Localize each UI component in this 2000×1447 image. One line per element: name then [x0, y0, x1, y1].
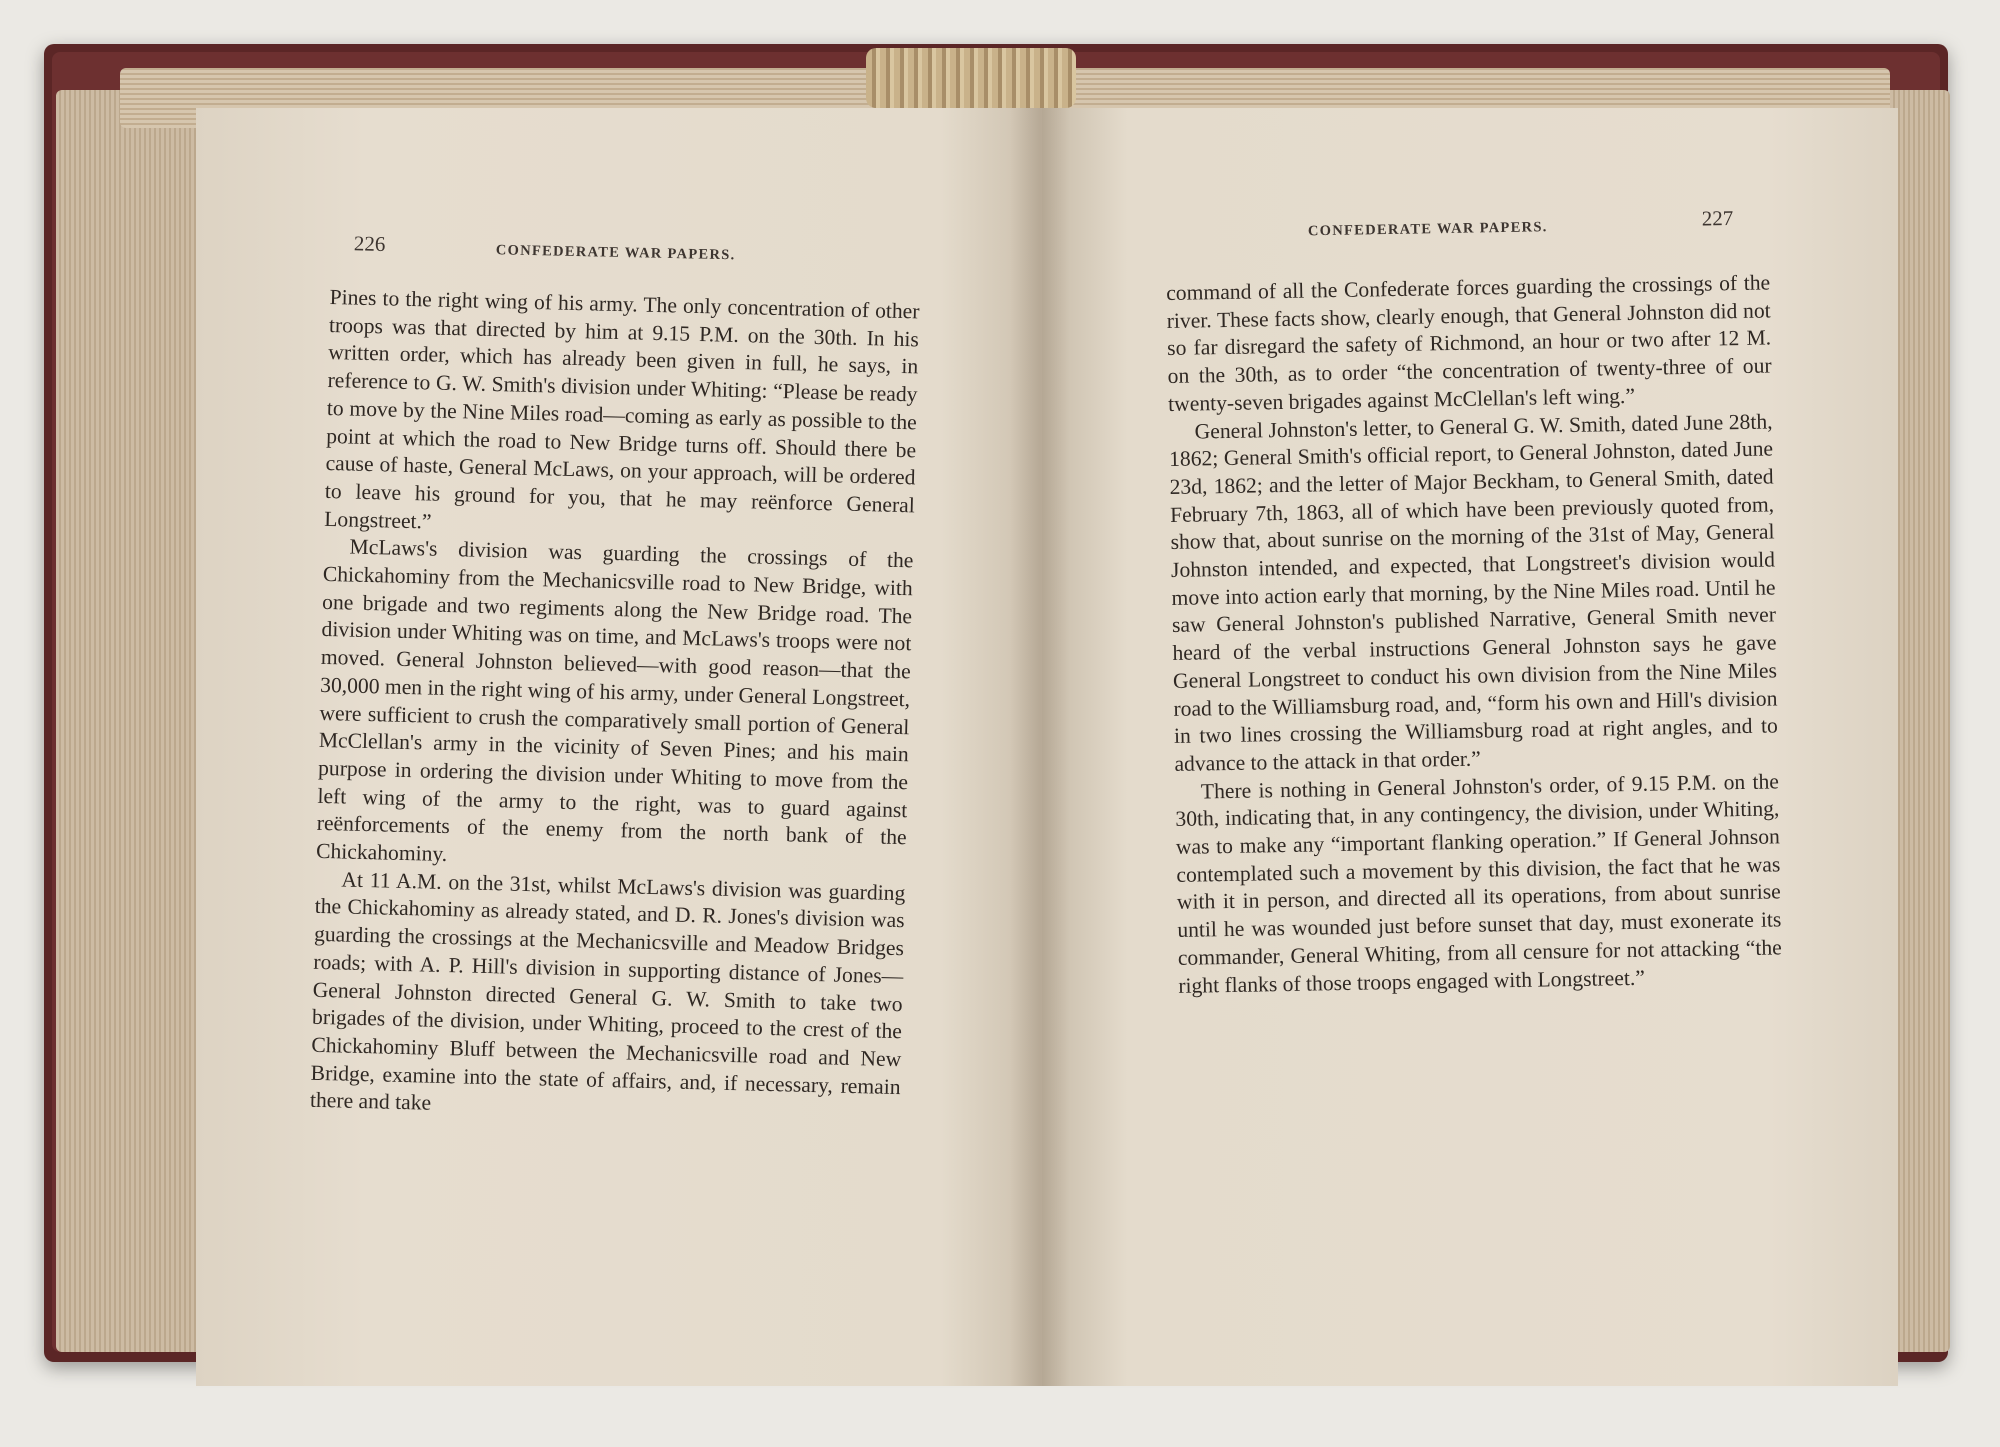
gutter-shadow: [1010, 108, 1070, 1386]
left-page-header: [195, 231, 1041, 286]
paragraph: Pines to the right wing of his army. The only concentration of other troops was that directed by him at 9.15 P.M. on the 30th. In his written order, which has already been given in full, he says, in reference to G. W. Smith's division under Whiting: “Please be ready to move by the Nine Miles road—coming as early as possible to the point at which the road to New Bridge turns off. Should there be cause of haste, General McLaws, on your approach, will be ordered to leave his ground for you, that he may reënforce General Longstreet.”: [323, 284, 920, 534]
left-page-body: [310, 284, 920, 1129]
right-page-header: [1042, 205, 1898, 268]
right-page-body: [1166, 269, 1782, 1000]
spine-binding: [866, 48, 1076, 108]
paragraph: There is nothing in General Johnston's order, of 9.15 P.M. on the 30th, indicating that, in any contingency, the division, under Whiting, was to make any “important flanking operation.” If General Johnson contemplated such a movement by this division, the fact that he was with it in person, and directed all its operations, from about sunrise until he was wounded just before sunset that day, must exonerate its commander, General Whiting, from all censure for not attacking “the right flanks of those troops engaged with Longstreet.”: [1175, 769, 1782, 998]
page-number: 226: [353, 231, 386, 256]
running-head: CONFEDERATE WAR PAPERS.: [495, 242, 736, 264]
paragraph: At 11 A.M. on the 31st, whilst McLaws's division was guarding the Chickahominy as already stated, and D. R. Jones's division was guarding the crossings at the Mechanicsville and Meadow Bridges roads; with A. P. Hill's division in supporting distance of Jones—General Johnston directed General G. W. Smith to take two brigades of the division, under Whiting, proceed to the crest of the Chickahominy Bluff between the Mechanicsville road and New Bridge, examine into the state of affairs, and, if necessary, remain there and take: [309, 867, 906, 1116]
paragraph: McLaws's division was guarding the crossings of the Chickahominy from the Mechanicsville road to New Bridge, with one brigade and two regiments along the New Bridge road. The division under Whiting was on time, and McLaws's troops were not moved. General Johnston believed—with good reason—that the 30,000 men in the right wing of his army, under General Longstreet, were sufficient to crush the comparatively small portion of General McClellan's army in the vicinity of Seven Pines; and his main purpose in ordering the division under Whiting to move from the left wing of the army to the right, was to guard against reënforcements of the enemy from the north bank of the Chickahominy.: [315, 534, 914, 867]
left-page: [196, 108, 1042, 1386]
right-page: [1042, 108, 1898, 1386]
paragraph: General Johnston's letter, to General G. W. Smith, dated June 28th, 1862; General Smith's official report, to General Johnston, dated June 23d, 1862; and the letter of Major Beckham, to General Smith, dated February 7th, 1863, all of which have been previously quoted from, show that, about sunrise on the morning of the 31st of May, General Johnston intended, and expected, that Longstreet's division would move into action early that morning, by the Nine Miles road. Until he saw General Johnston's published Narrative, General Smith never heard of the verbal instructions General Johnston says he gave General Longstreet to conduct his own division from the Nine Miles road to the Williamsburg road, and, “form his own and Hill's division in two lines crossing the Williamsburg road at right angles, and to advance to the attack in that order.”: [1168, 408, 1779, 776]
page-number: 227: [1701, 205, 1734, 231]
running-head: CONFEDERATE WAR PAPERS.: [1307, 219, 1548, 240]
paragraph: command of all the Confederate forces guarding the crossings of the river. These facts show, clearly enough, that General Johnston did not so far disregard the safety of Richmond, an hour or two after 12 M. on the 30th, as to order “the concentration of twenty-three of our twenty-seven brigades against McClellan's left wing.”: [1166, 270, 1772, 416]
